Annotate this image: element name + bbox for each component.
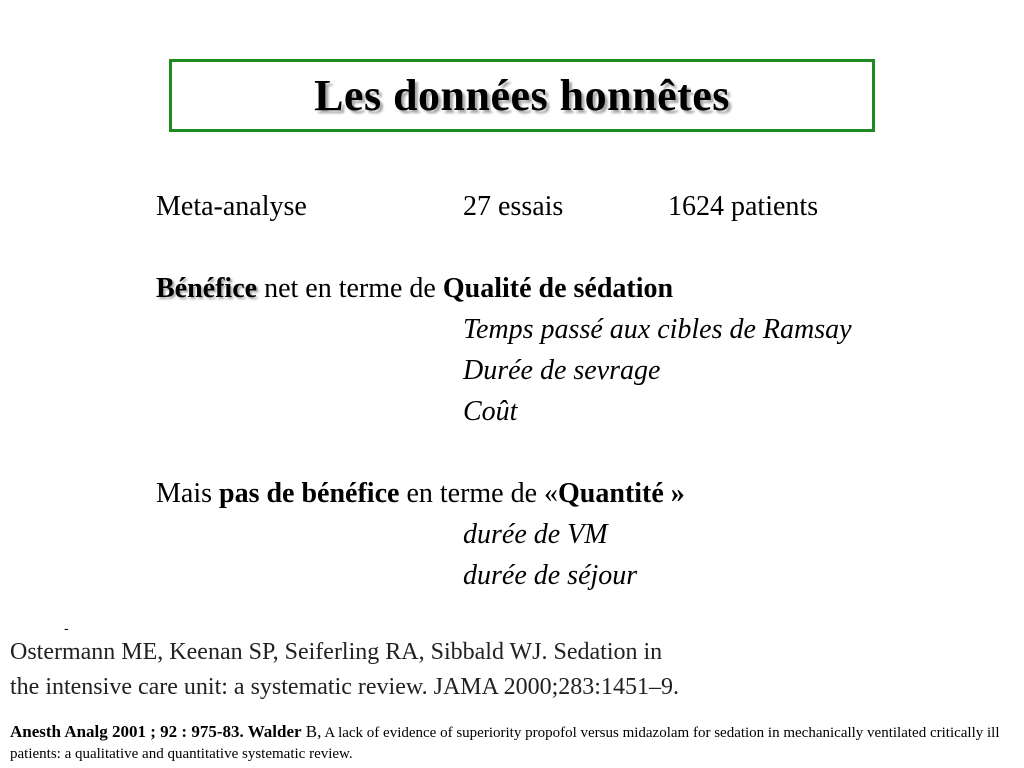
reference-ostermann-line-1: Ostermann ME, Keenan SP, Seiferling RA, Sibbald WJ. Sedation in (10, 639, 663, 665)
reference-walder-text: A lack of evidence of superiority propofol versus midazolam for sedation in mechanically ventilated critically ill patients: a qualitative and quantitative systematic review. (10, 725, 1000, 762)
trials-count: 27 essais (463, 191, 564, 222)
benefit-highlight: Bénéfice (156, 273, 258, 304)
benefit-item: Durée de sevrage (463, 355, 661, 386)
no-benefit-prefix: Mais (156, 478, 219, 509)
dash-mark: - (64, 620, 69, 636)
title-box (169, 59, 875, 132)
no-benefit-line (156, 477, 685, 511)
no-benefit-item: durée de séjour (463, 560, 638, 591)
benefit-line (156, 272, 673, 306)
no-benefit-item: durée de VM (463, 519, 608, 550)
benefit-item: Temps passé aux cibles de Ramsay (463, 314, 852, 345)
reference-walder-initial: B, (301, 722, 322, 741)
no-benefit-text: en terme de « (399, 478, 559, 509)
no-benefit-bold: pas de bénéfice (219, 478, 400, 509)
no-benefit-quantity: Quantité » (558, 478, 685, 509)
benefit-item: Coût (463, 396, 518, 427)
slide-title: Les données honnêtes (314, 71, 730, 120)
patients-count: 1624 patients (668, 191, 819, 222)
benefit-text: net en terme de (257, 273, 443, 304)
benefit-quality: Qualité de sédation (442, 273, 674, 304)
reference-walder (10, 721, 1010, 765)
reference-ostermann-line-2: the intensive care unit: a systematic review. JAMA 2000;283:1451–9. (10, 674, 679, 700)
meta-analyse-label: Meta-analyse (156, 191, 307, 222)
reference-walder-lead: Anesth Analg 2001 ; 92 : 975-83. Walder (10, 722, 302, 741)
